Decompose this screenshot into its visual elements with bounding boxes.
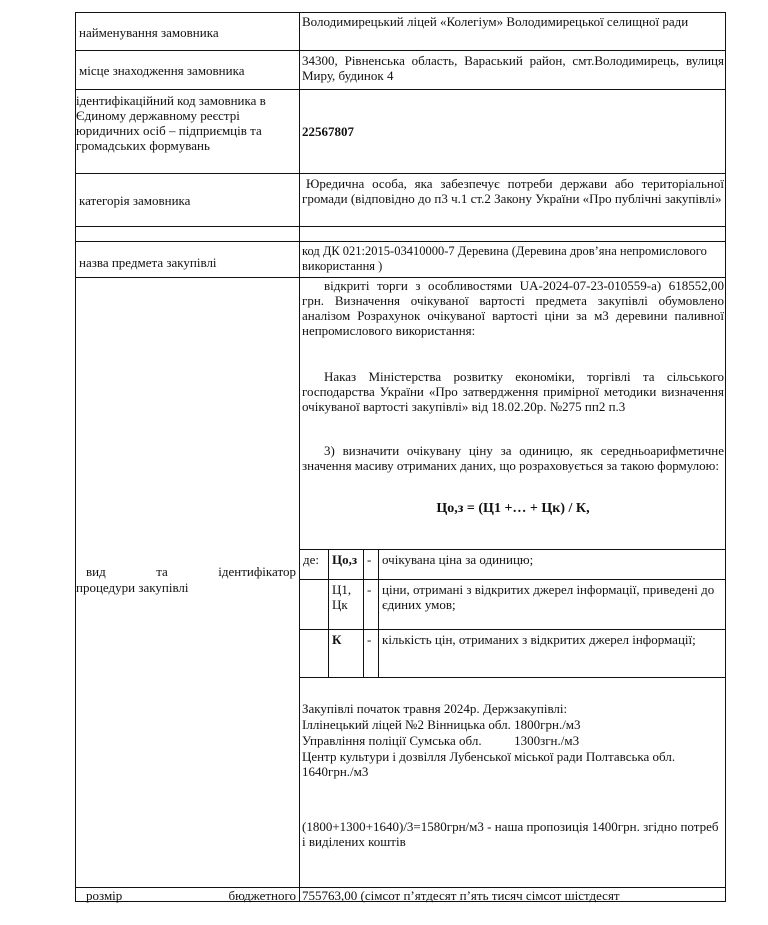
row-divider <box>76 50 725 51</box>
legend-dash: - <box>364 580 379 630</box>
legend-row <box>300 630 726 678</box>
row-divider <box>76 173 725 174</box>
category-value: Юредична особа, яка забезпечує потреби держави або територіальної громади (відповідно до п3 ч.1 ст.2 Закону України «Про публічні закупівлі» <box>302 176 724 206</box>
edrpou-value: 22567807 <box>302 124 354 139</box>
budget-label-word: бюджетного <box>228 888 296 903</box>
source-line: Центр культури і дозвілля Лубенської міської ради Полтавська обл. 1640грн./м3 <box>302 749 676 779</box>
document-table <box>75 12 726 902</box>
procedure-label-word: ідентифікатор <box>218 564 296 579</box>
budget-label-word: розмір <box>86 888 123 903</box>
legend-dash: - <box>364 550 379 580</box>
budget-value: 755763,00 (сімсот п’ятдесят п’ять тисяч сімсот шістдесят <box>302 888 620 903</box>
source-line: Управління поліції Сумська обл. 1300згн./м3 <box>302 733 580 748</box>
source-line: Іллінецький ліцей №2 Вінницька обл. 1800грн./м3 <box>302 717 581 732</box>
procedure-label-line2: процедури закупівлі <box>76 580 189 595</box>
formula-legend-table <box>299 549 726 678</box>
procedure-para-1: відкриті торги з особливостями UA-2024-07-23-010559-а) 618552,00 грн. Визначення очікуваної вартості предмета закупівлі обумовлено аналізом Розрахунок очікуваної вартості ціни за м3 деревини паливної непромислового використання: <box>302 278 724 338</box>
legend-symbol: Ц1, Цк <box>329 580 364 630</box>
legend-prefix <box>300 630 329 678</box>
subject-value: код ДК 021:2015-03410000-7 Деревина (Деревина дров’яна непромислового використання ) <box>302 244 707 273</box>
procedure-para-3: 3) визначити очікувану ціну за одиницю, як середньоарифметичне значення масиву отриманих даних, що розраховується за такою формулою: <box>302 443 724 473</box>
legend-dash: - <box>364 630 379 678</box>
legend-prefix <box>300 580 329 630</box>
budget-label <box>86 888 296 903</box>
edrpou-label: ідентифікаційний код замовника в Єдиному державному реєстрі юридичних осіб – підприємців та громадських формувань <box>76 93 266 153</box>
legend-prefix: де: <box>300 550 329 580</box>
location-value: 34300, Рівненська область, Вараський район, смт.Володимирець, вулиця Миру, будинок 4 <box>302 53 724 83</box>
row-divider <box>76 226 725 227</box>
legend-symbol: К <box>329 630 364 678</box>
location-label: місце знаходження замовника <box>79 63 245 78</box>
procedure-label-word: та <box>156 564 168 579</box>
procedure-para-2: Наказ Міністерства розвитку економіки, торгівлі та сільського господарства України «Про затвердження примірної методики визначення очікуваної вартості закупівлі» від 18.02.20р. №275 пп2 п.3 <box>302 369 724 414</box>
sources-title: Закупівлі початок травня 2024р. Держзакупівлі: <box>302 701 568 716</box>
customer-name-value: Володимирецький ліцей «Колегіум» Володимирецької селищної ради <box>302 14 689 29</box>
formula: Цо,з = (Ц1 +… + Цк) / К, <box>436 501 590 516</box>
procedure-label <box>86 564 296 579</box>
column-divider <box>299 13 300 901</box>
subject-label: назва предмета закупівлі <box>79 255 217 270</box>
legend-row <box>300 580 726 630</box>
procedure-label-word: вид <box>86 564 106 579</box>
calculation: (1800+1300+1640)/3=1580грн/м3 - наша пропозиція 1400грн. згідно потреб і виділених коштів <box>302 819 719 849</box>
row-divider <box>76 241 725 242</box>
legend-row <box>300 550 726 580</box>
legend-text: кількість цін, отриманих з відкритих джерел інформації; <box>379 630 726 678</box>
row-divider <box>76 89 725 90</box>
customer-name-label: найменування замовника <box>79 25 219 40</box>
category-label: категорія замовника <box>79 193 191 208</box>
legend-text: ціни, отримані з відкритих джерел інформації, приведені до єдиних умов; <box>379 580 726 630</box>
legend-symbol: Цо,з <box>329 550 364 580</box>
legend-text: очікувана ціна за одиницю; <box>379 550 726 580</box>
